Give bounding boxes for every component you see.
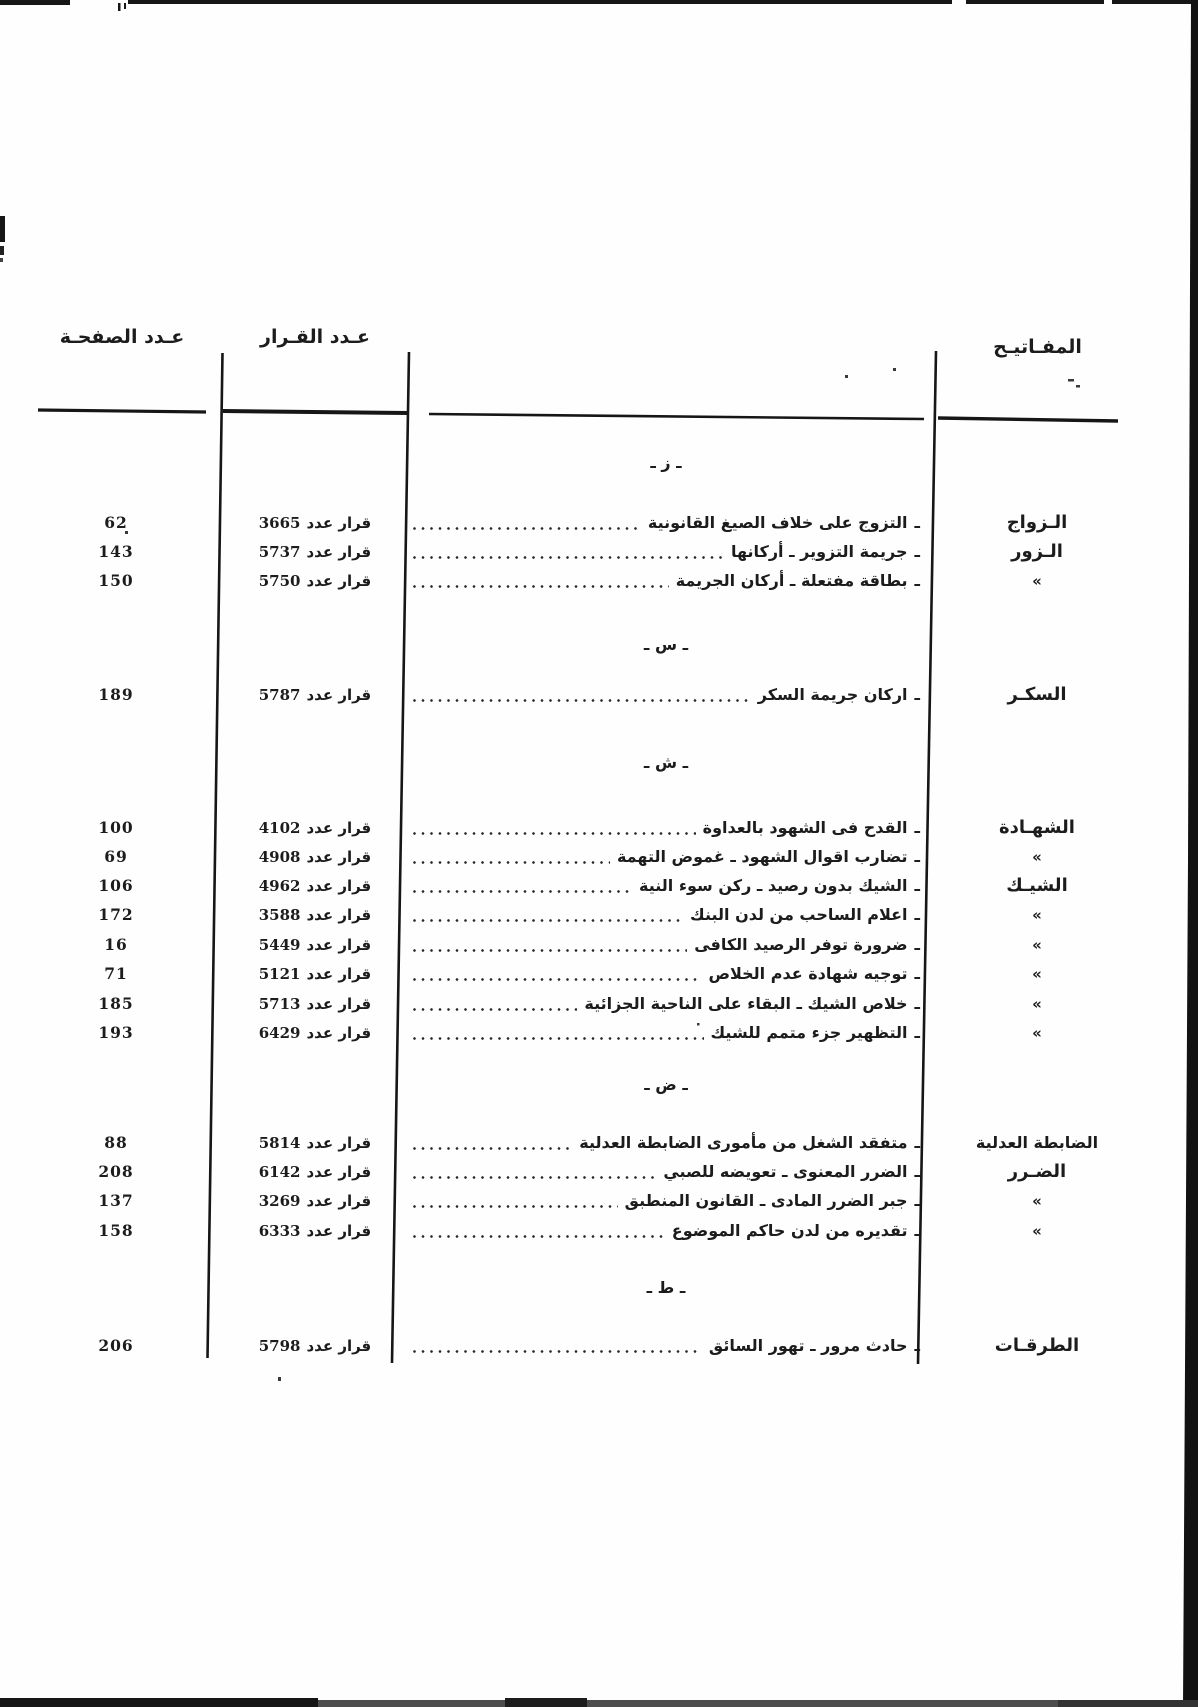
decision-cell: قرار عدد4102 xyxy=(258,819,372,837)
entry-dash: ـ xyxy=(914,513,920,532)
decision-cell: قرار عدد5449 xyxy=(258,936,372,954)
subject-cell: ـ اركان جريمة السكر xyxy=(412,681,920,709)
entry-dash: ـ xyxy=(914,1162,920,1181)
column-header-decision-number: عـدد القـرار xyxy=(260,326,370,348)
decision-cell: قرار عدد6429 xyxy=(258,1024,372,1042)
dotted-leader xyxy=(412,918,683,923)
decision-cell: قرار عدد5121 xyxy=(258,965,372,983)
scan-artifact-left-marks xyxy=(0,216,5,262)
table-row xyxy=(0,567,1198,595)
header-rule-page xyxy=(38,410,206,412)
key-cell: الشيـك xyxy=(1006,875,1068,896)
key-cell: » xyxy=(1032,995,1042,1013)
dotted-leader xyxy=(412,1349,702,1354)
table-row xyxy=(0,814,1198,842)
table-row xyxy=(0,681,1198,709)
entry-dash: ـ xyxy=(914,964,920,983)
page-number: 69 xyxy=(104,847,128,866)
entry-dash: ـ xyxy=(914,818,920,837)
subject-cell: ـ الضرر المعنوى ـ تعويضه للصبي xyxy=(412,1158,920,1186)
key-cell: » xyxy=(1032,906,1042,924)
key-cell: الضابطة العدلية xyxy=(975,1133,1099,1152)
decision-cell: قرار عدد6142 xyxy=(258,1163,372,1181)
page-number: 106 xyxy=(98,876,134,895)
header-rule-subject xyxy=(429,414,924,419)
page-number: 208 xyxy=(98,1162,134,1181)
dotted-leader xyxy=(412,1007,577,1012)
entry-dash: ـ xyxy=(914,1221,920,1240)
subject-cell: ـ جريمة التزوير ـ أركانها xyxy=(412,538,920,566)
page-number: 150 xyxy=(98,571,134,590)
table-row xyxy=(0,509,1198,537)
key-cell: الـزور xyxy=(1011,541,1063,562)
entry-dash: ـ xyxy=(914,847,920,866)
dotted-leader xyxy=(412,860,610,865)
subject-cell: ـ تقديره من لدن حاكم الموضوع xyxy=(412,1217,920,1245)
section-letter-seen: ـ س ـ xyxy=(643,635,689,654)
entry-dash: ـ xyxy=(914,994,920,1013)
dotted-leader xyxy=(412,1234,665,1239)
table-row xyxy=(0,1158,1198,1186)
dotted-leader xyxy=(412,889,632,894)
dotted-leader xyxy=(412,526,641,531)
decision-cell: قرار عدد5713 xyxy=(258,995,372,1013)
table-row xyxy=(0,1332,1198,1360)
decision-cell: قرار عدد4962 xyxy=(258,877,372,895)
dotted-leader xyxy=(412,1146,572,1151)
decision-cell: قرار عدد6333 xyxy=(258,1222,372,1240)
header-rule-keys xyxy=(938,418,1118,421)
dotted-leader xyxy=(412,1175,656,1180)
table-row xyxy=(0,1129,1198,1157)
entry-dash: ـ xyxy=(914,1023,920,1042)
table-row xyxy=(0,1217,1198,1245)
subject-cell: ـ اعلام الساحب من لدن البنك xyxy=(412,901,920,929)
subject-cell: ـ حادث مرور ـ تهور السائق xyxy=(412,1332,920,1360)
key-cell: الطرقـات xyxy=(994,1335,1080,1356)
key-cell: » xyxy=(1032,936,1042,954)
decision-cell: قرار عدد3269 xyxy=(258,1192,372,1210)
page-number: 185 xyxy=(98,994,134,1013)
dotted-leader xyxy=(412,977,701,982)
scan-artifact-bottom-edge xyxy=(0,1698,1198,1707)
section-letter-taa: ـ ط ـ xyxy=(646,1278,686,1297)
key-cell: الـزواج xyxy=(1006,512,1068,533)
subject-cell: ـ توجيه شهادة عدم الخلاص xyxy=(412,960,920,988)
key-cell: السكـر xyxy=(1007,684,1067,705)
decision-cell: قرار عدد3665 xyxy=(258,514,372,532)
page-number: 71 xyxy=(104,964,128,983)
subject-cell: ـ التظهير جزء متمم للشيك xyxy=(412,1019,920,1047)
entry-dash: ـ xyxy=(914,685,920,704)
entry-dash: ـ xyxy=(914,935,920,954)
decision-cell: قرار عدد5814 xyxy=(258,1134,372,1152)
entry-dash: ـ xyxy=(914,571,920,590)
key-cell: الشهـادة xyxy=(999,817,1075,838)
scan-artifact-top-edge xyxy=(0,0,1198,11)
entry-dash: ـ xyxy=(914,876,920,895)
page-number: 172 xyxy=(98,905,134,924)
page-number: 100 xyxy=(98,818,134,837)
entry-dash: ـ xyxy=(914,542,920,561)
header-rule-decision xyxy=(223,411,408,413)
table-row xyxy=(0,1019,1198,1047)
key-cell: » xyxy=(1032,848,1042,866)
decision-cell: قرار عدد3588 xyxy=(258,906,372,924)
entry-dash: ـ xyxy=(914,1336,920,1355)
table-row xyxy=(0,960,1198,988)
dotted-leader xyxy=(412,1036,704,1041)
subject-cell: ـ متفقد الشغل من مأمورى الضابطة العدلية xyxy=(412,1129,920,1157)
dotted-leader xyxy=(412,831,696,836)
subject-cell: ـ القدح فى الشهود بالعداوة xyxy=(412,814,920,842)
page-number: 88 xyxy=(104,1133,128,1152)
entry-dash: ـ xyxy=(914,905,920,924)
table-row xyxy=(0,538,1198,566)
page-number: 62 xyxy=(104,513,128,532)
key-cell: » xyxy=(1032,572,1042,590)
decision-cell: قرار عدد5798 xyxy=(258,1337,372,1355)
page-number: 189 xyxy=(98,685,134,704)
entry-dash: ـ xyxy=(914,1191,920,1210)
decision-cell: قرار عدد5737 xyxy=(258,543,372,561)
key-cell: » xyxy=(1032,1024,1042,1042)
page-number: 137 xyxy=(98,1191,134,1210)
subject-cell: ـ التزوج على خلاف الصيغ القانونية xyxy=(412,509,920,537)
page-number: 193 xyxy=(98,1023,134,1042)
key-cell: » xyxy=(1032,965,1042,983)
page-number: 206 xyxy=(98,1336,134,1355)
subject-cell: ـ ضرورة توفر الرصيد الكافى xyxy=(412,931,920,959)
key-cell: » xyxy=(1032,1222,1042,1240)
section-letter-dad: ـ ض ـ xyxy=(644,1075,688,1094)
decision-cell: قرار عدد4908 xyxy=(258,848,372,866)
subject-cell: ـ بطاقة مفتعلة ـ أركان الجريمة xyxy=(412,567,920,595)
section-letter-za: ـ ز ـ xyxy=(650,453,682,472)
dotted-leader xyxy=(412,555,724,560)
subject-cell: ـ تضارب اقوال الشهود ـ غموض التهمة xyxy=(412,843,920,871)
section-letter-sheen: ـ ش ـ xyxy=(643,753,689,772)
page-number: 16 xyxy=(104,935,128,954)
page-number: 158 xyxy=(98,1221,134,1240)
decision-cell: قرار عدد5787 xyxy=(258,686,372,704)
entry-dash: ـ xyxy=(914,1133,920,1152)
subject-cell: ـ خلاص الشيك ـ البقاء على الناحية الجزائية xyxy=(412,990,920,1018)
page-number: 143 xyxy=(98,542,134,561)
subject-cell: ـ جبر الضرر المادى ـ القانون المنطبق xyxy=(412,1187,920,1215)
table-row xyxy=(0,843,1198,871)
table-row xyxy=(0,931,1198,959)
key-cell: الضـرر xyxy=(1007,1161,1067,1182)
decision-cell: قرار عدد5750 xyxy=(258,572,372,590)
key-cell: » xyxy=(1032,1192,1042,1210)
dotted-leader xyxy=(412,1204,618,1209)
dotted-leader xyxy=(412,584,669,589)
dotted-leader xyxy=(412,698,751,703)
table-row xyxy=(0,872,1198,900)
column-header-keys: المفـاتيـح xyxy=(993,336,1082,358)
table-row xyxy=(0,990,1198,1018)
table-row xyxy=(0,901,1198,929)
column-header-page-number: عـدد الصفحـة xyxy=(59,326,185,348)
subject-cell: ـ الشيك بدون رصيد ـ ركن سوء النية xyxy=(412,872,920,900)
table-row xyxy=(0,1187,1198,1215)
dotted-leader xyxy=(412,948,687,953)
